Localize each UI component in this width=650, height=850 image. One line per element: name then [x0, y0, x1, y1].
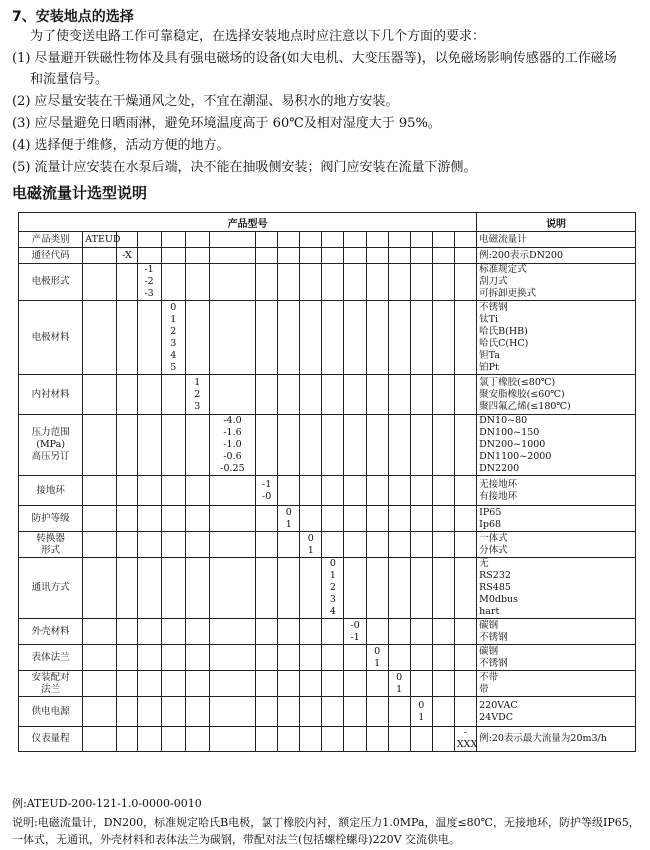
empty-cell	[161, 476, 185, 506]
empty-cell	[83, 415, 117, 476]
empty-cell	[366, 671, 388, 697]
row-description: 不带 带	[477, 671, 636, 697]
empty-cell	[300, 415, 322, 476]
empty-cell	[117, 506, 137, 532]
empty-cell	[278, 375, 300, 415]
row-description: 标准规定式 刮刀式 可拆卸更换式	[477, 264, 636, 301]
empty-cell	[209, 264, 255, 301]
row-label: 产品类别	[19, 232, 83, 248]
model-code: 0 1 2 3 4	[322, 558, 344, 619]
empty-cell	[366, 558, 388, 619]
empty-cell	[137, 727, 161, 752]
empty-cell	[366, 727, 388, 752]
list-item: (4) 选择便于维修，活动方便的地方。	[12, 138, 230, 153]
empty-cell	[137, 415, 161, 476]
empty-cell	[256, 727, 278, 752]
list-item: (1) 尽量避开铁磁性物体及具有强电磁场的设备(如大电机、大变压器等)，以免磁场影响传感器的工作磁场	[12, 51, 617, 66]
row-label: 压力范围 (MPa) 高压另订	[19, 415, 83, 476]
model-code: 0 1	[366, 645, 388, 671]
empty-cell	[161, 232, 185, 248]
empty-cell	[300, 697, 322, 727]
empty-cell	[83, 727, 117, 752]
empty-cell	[322, 727, 344, 752]
empty-cell	[410, 645, 432, 671]
empty-cell	[256, 506, 278, 532]
empty-cell	[117, 264, 137, 301]
empty-cell	[256, 415, 278, 476]
empty-cell	[454, 248, 476, 264]
row-label: 电极形式	[19, 264, 83, 301]
empty-cell	[185, 727, 209, 752]
empty-cell	[410, 532, 432, 558]
empty-cell	[209, 301, 255, 375]
empty-cell	[256, 232, 278, 248]
empty-cell	[185, 558, 209, 619]
empty-cell	[322, 415, 344, 476]
empty-cell	[161, 671, 185, 697]
empty-cell	[388, 532, 410, 558]
empty-cell	[209, 506, 255, 532]
model-code: -X	[117, 248, 137, 264]
empty-cell	[185, 415, 209, 476]
empty-cell	[256, 697, 278, 727]
empty-cell	[83, 697, 117, 727]
empty-cell	[256, 671, 278, 697]
empty-cell	[388, 301, 410, 375]
empty-cell	[432, 264, 454, 301]
empty-cell	[432, 301, 454, 375]
empty-cell	[256, 645, 278, 671]
row-description: DN10~80 DN100~150 DN200~1000 DN1100~2000 DN2200	[477, 415, 636, 476]
row-description: 例:200表示DN200	[477, 248, 636, 264]
model-code: 0 1	[278, 506, 300, 532]
empty-cell	[344, 476, 366, 506]
empty-cell	[278, 619, 300, 645]
empty-cell	[388, 476, 410, 506]
empty-cell	[322, 697, 344, 727]
empty-cell	[83, 671, 117, 697]
empty-cell	[300, 619, 322, 645]
row-description: 220VAC 24VDC	[477, 697, 636, 727]
model-code: -4.0 -1.6 -1.0 -0.6 -0.25	[209, 415, 255, 476]
empty-cell	[278, 248, 300, 264]
empty-cell	[322, 232, 344, 248]
empty-cell	[161, 264, 185, 301]
row-label: 电极材料	[19, 301, 83, 375]
empty-cell	[209, 558, 255, 619]
empty-cell	[410, 671, 432, 697]
empty-cell	[344, 697, 366, 727]
empty-cell	[256, 301, 278, 375]
empty-cell	[388, 558, 410, 619]
empty-cell	[366, 375, 388, 415]
empty-cell	[137, 248, 161, 264]
row-description: 碳钢 不锈钢	[477, 619, 636, 645]
table-row	[19, 301, 636, 375]
row-description: IP65 Ip68	[477, 506, 636, 532]
empty-cell	[322, 248, 344, 264]
empty-cell	[278, 645, 300, 671]
empty-cell	[454, 671, 476, 697]
empty-cell	[278, 532, 300, 558]
empty-cell	[388, 415, 410, 476]
empty-cell	[432, 232, 454, 248]
empty-cell	[137, 532, 161, 558]
empty-cell	[322, 619, 344, 645]
empty-cell	[432, 506, 454, 532]
empty-cell	[388, 697, 410, 727]
empty-cell	[185, 476, 209, 506]
empty-cell	[454, 415, 476, 476]
empty-cell	[209, 232, 255, 248]
empty-cell	[117, 671, 137, 697]
row-label: 通径代码	[19, 248, 83, 264]
model-code: 0 1	[410, 697, 432, 727]
row-label: 接地环	[19, 476, 83, 506]
empty-cell	[161, 558, 185, 619]
empty-cell	[454, 619, 476, 645]
list-item: (3) 应尽量避免日晒雨淋，避免环境温度高于 60℃及相对湿度大于 95%。	[12, 116, 441, 131]
empty-cell	[83, 301, 117, 375]
empty-cell	[278, 232, 300, 248]
empty-cell	[300, 506, 322, 532]
empty-cell	[185, 301, 209, 375]
empty-cell	[185, 645, 209, 671]
empty-cell	[410, 727, 432, 752]
empty-cell	[137, 619, 161, 645]
empty-cell	[344, 558, 366, 619]
empty-cell	[322, 671, 344, 697]
empty-cell	[366, 415, 388, 476]
empty-cell	[410, 375, 432, 415]
empty-cell	[410, 506, 432, 532]
table-row	[19, 476, 636, 506]
empty-cell	[256, 619, 278, 645]
empty-cell	[256, 532, 278, 558]
empty-cell	[161, 415, 185, 476]
table-row	[19, 375, 636, 415]
empty-cell	[432, 671, 454, 697]
empty-cell	[83, 248, 117, 264]
empty-cell	[83, 506, 117, 532]
empty-cell	[410, 415, 432, 476]
table-row	[19, 415, 636, 476]
empty-cell	[83, 558, 117, 619]
empty-cell	[366, 264, 388, 301]
empty-cell	[300, 727, 322, 752]
empty-cell	[432, 248, 454, 264]
row-label: 外壳材料	[19, 619, 83, 645]
empty-cell	[256, 375, 278, 415]
empty-cell	[432, 558, 454, 619]
empty-cell	[209, 645, 255, 671]
empty-cell	[209, 375, 255, 415]
empty-cell	[454, 532, 476, 558]
row-label: 表体法兰	[19, 645, 83, 671]
empty-cell	[388, 645, 410, 671]
empty-cell	[454, 264, 476, 301]
empty-cell	[300, 232, 322, 248]
row-description: 不锈钢 钛Ti 哈氏B(HB) 哈氏C(HC) 钽Ta 铂Pt	[477, 301, 636, 375]
empty-cell	[454, 232, 476, 248]
empty-cell	[209, 532, 255, 558]
row-label: 仪表量程	[19, 727, 83, 752]
row-description: 无 RS232 RS485 M0dbus hart	[477, 558, 636, 619]
empty-cell	[454, 558, 476, 619]
table-row	[19, 645, 636, 671]
empty-cell	[344, 532, 366, 558]
empty-cell	[209, 248, 255, 264]
row-label: 内衬材料	[19, 375, 83, 415]
empty-cell	[300, 558, 322, 619]
empty-cell	[185, 506, 209, 532]
section-title: 7、安装地点的选择	[12, 9, 134, 25]
empty-cell	[161, 645, 185, 671]
empty-cell	[117, 558, 137, 619]
empty-cell	[137, 558, 161, 619]
empty-cell	[432, 476, 454, 506]
empty-cell	[388, 232, 410, 248]
row-description: 电磁流量计	[477, 232, 636, 248]
empty-cell	[117, 375, 137, 415]
empty-cell	[137, 506, 161, 532]
empty-cell	[410, 476, 432, 506]
model-code: 1 2 3	[185, 375, 209, 415]
empty-cell	[344, 264, 366, 301]
empty-cell	[410, 619, 432, 645]
table-row	[19, 232, 636, 248]
empty-cell	[185, 264, 209, 301]
list-item: 和流量信号。	[30, 72, 109, 87]
empty-cell	[410, 264, 432, 301]
empty-cell	[344, 727, 366, 752]
empty-cell	[366, 532, 388, 558]
empty-cell	[300, 375, 322, 415]
empty-cell	[117, 697, 137, 727]
empty-cell	[366, 232, 388, 248]
empty-cell	[278, 264, 300, 301]
empty-cell	[161, 697, 185, 727]
empty-cell	[161, 375, 185, 415]
empty-cell	[137, 232, 161, 248]
empty-cell	[344, 645, 366, 671]
empty-cell	[322, 476, 344, 506]
empty-cell	[185, 619, 209, 645]
empty-cell	[344, 248, 366, 264]
table-row	[19, 248, 636, 264]
empty-cell	[137, 301, 161, 375]
row-description: 无接地环 有接地环	[477, 476, 636, 506]
empty-cell	[137, 375, 161, 415]
empty-cell	[344, 301, 366, 375]
empty-cell	[117, 415, 137, 476]
empty-cell	[344, 671, 366, 697]
empty-cell	[185, 697, 209, 727]
empty-cell	[117, 301, 137, 375]
empty-cell	[83, 264, 117, 301]
note-line: 一体式，无通讯，外壳材料和表体法兰为碳钢，带配对法兰(包括螺栓螺母)220V 交流供电。	[12, 833, 461, 846]
list-item: (5) 流量计应安装在水泵后端，决不能在抽吸侧安装；阀门应安装在流量下游侧。	[12, 160, 477, 175]
model-code: 0 1	[388, 671, 410, 697]
empty-cell	[300, 301, 322, 375]
empty-cell	[117, 619, 137, 645]
model-code: 0 1	[300, 532, 322, 558]
row-description: 氯丁橡胶(≤80℃) 聚安脂橡胶(≤60℃) 聚四氟乙烯(≤180℃)	[477, 375, 636, 415]
model-code: 0 1 2 3 4 5	[161, 301, 185, 375]
empty-cell	[83, 532, 117, 558]
empty-cell	[137, 671, 161, 697]
empty-cell	[454, 506, 476, 532]
row-label: 通讯方式	[19, 558, 83, 619]
row-label: 安装配对 法兰	[19, 671, 83, 697]
empty-cell	[322, 264, 344, 301]
table-row	[19, 697, 636, 727]
empty-cell	[256, 558, 278, 619]
row-description: 例:20表示最大流量为20m3/h	[477, 727, 636, 752]
note-line: 说明:电磁流量计，DN200，标准规定哈氏B电极，氯丁橡胶内衬，额定压力1.0MPa，温度≤80℃，无接地环，防护等级IP65，	[12, 816, 640, 829]
empty-cell	[300, 248, 322, 264]
empty-cell	[366, 248, 388, 264]
empty-cell	[117, 645, 137, 671]
empty-cell	[137, 697, 161, 727]
empty-cell	[117, 532, 137, 558]
table-row	[19, 727, 636, 752]
empty-cell	[432, 697, 454, 727]
empty-cell	[322, 375, 344, 415]
empty-cell	[410, 232, 432, 248]
selection-table	[18, 212, 636, 752]
table-title: 电磁流量计选型说明	[12, 184, 148, 202]
empty-cell	[300, 671, 322, 697]
empty-cell	[410, 248, 432, 264]
empty-cell	[161, 506, 185, 532]
empty-cell	[278, 476, 300, 506]
empty-cell	[161, 619, 185, 645]
empty-cell	[278, 697, 300, 727]
empty-cell	[278, 415, 300, 476]
table-row	[19, 506, 636, 532]
empty-cell	[83, 476, 117, 506]
table-row	[19, 671, 636, 697]
model-code: -XXX	[454, 727, 476, 752]
empty-cell	[388, 248, 410, 264]
intro-text: 为了使变送电路工作可靠稳定，在选择安装地点时应注意以下几个方面的要求：	[30, 29, 486, 44]
empty-cell	[300, 476, 322, 506]
empty-cell	[454, 697, 476, 727]
empty-cell	[432, 415, 454, 476]
empty-cell	[410, 301, 432, 375]
empty-cell	[366, 476, 388, 506]
empty-cell	[432, 619, 454, 645]
empty-cell	[117, 476, 137, 506]
empty-cell	[185, 532, 209, 558]
empty-cell	[256, 248, 278, 264]
empty-cell	[322, 301, 344, 375]
model-header: 产品型号	[19, 213, 477, 232]
empty-cell	[300, 264, 322, 301]
empty-cell	[366, 301, 388, 375]
empty-cell	[432, 645, 454, 671]
list-item: (2) 应尽量安装在干燥通风之处，不宜在潮湿、易积水的地方安装。	[12, 94, 399, 109]
empty-cell	[185, 232, 209, 248]
row-label: 防护等级	[19, 506, 83, 532]
empty-cell	[185, 248, 209, 264]
empty-cell	[185, 671, 209, 697]
empty-cell	[209, 476, 255, 506]
model-code: -1 -2 -3	[137, 264, 161, 301]
empty-cell	[278, 727, 300, 752]
empty-cell	[83, 619, 117, 645]
empty-cell	[432, 727, 454, 752]
empty-cell	[366, 506, 388, 532]
empty-cell	[344, 415, 366, 476]
empty-cell	[161, 532, 185, 558]
empty-cell	[209, 727, 255, 752]
empty-cell	[388, 506, 410, 532]
model-code: -0 -1	[344, 619, 366, 645]
empty-cell	[322, 532, 344, 558]
empty-cell	[388, 619, 410, 645]
table-row	[19, 619, 636, 645]
table-row	[19, 532, 636, 558]
empty-cell	[209, 697, 255, 727]
empty-cell	[410, 558, 432, 619]
empty-cell	[388, 375, 410, 415]
table-row	[19, 558, 636, 619]
empty-cell	[117, 727, 137, 752]
empty-cell	[256, 264, 278, 301]
empty-cell	[322, 645, 344, 671]
empty-cell	[454, 375, 476, 415]
row-label: 转换器 形式	[19, 532, 83, 558]
model-code: ATEUD	[83, 232, 117, 248]
table-row	[19, 264, 636, 301]
empty-cell	[454, 476, 476, 506]
empty-cell	[454, 301, 476, 375]
empty-cell	[322, 506, 344, 532]
empty-cell	[344, 506, 366, 532]
empty-cell	[388, 727, 410, 752]
row-description: 碳钢 不锈钢	[477, 645, 636, 671]
empty-cell	[300, 645, 322, 671]
model-code: -1 -0	[256, 476, 278, 506]
row-description: 一体式 分体式	[477, 532, 636, 558]
empty-cell	[432, 375, 454, 415]
empty-cell	[344, 375, 366, 415]
empty-cell	[366, 619, 388, 645]
empty-cell	[366, 697, 388, 727]
empty-cell	[278, 301, 300, 375]
empty-cell	[278, 558, 300, 619]
empty-cell	[209, 671, 255, 697]
empty-cell	[454, 645, 476, 671]
empty-cell	[137, 476, 161, 506]
empty-cell	[388, 264, 410, 301]
empty-cell	[83, 375, 117, 415]
empty-cell	[161, 248, 185, 264]
empty-cell	[432, 532, 454, 558]
row-label: 供电电源	[19, 697, 83, 727]
empty-cell	[161, 727, 185, 752]
empty-cell	[137, 645, 161, 671]
empty-cell	[344, 232, 366, 248]
example-code: 例:ATEUD-200-121-1.0-0000-0010	[12, 797, 202, 810]
desc-header: 说明	[477, 213, 636, 232]
empty-cell	[209, 619, 255, 645]
empty-cell	[278, 671, 300, 697]
empty-cell	[83, 645, 117, 671]
